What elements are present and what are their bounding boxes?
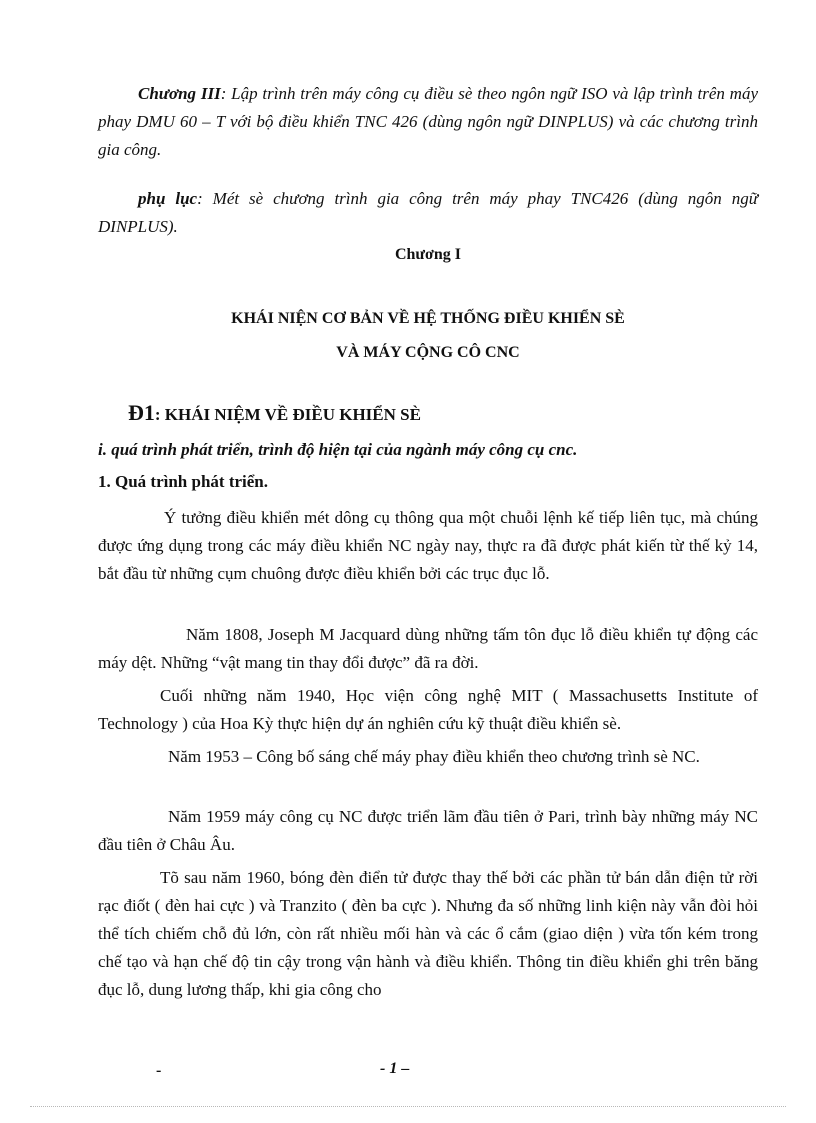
paragraph-5-block: [98, 803, 758, 859]
chapter-title-block: [98, 302, 758, 370]
body-paragraph: Năm 1959 máy công cụ NC được triển lãm đầu tiên ở Pari, trình bày những máy NC đầu tiên ở Châu Âu.: [98, 807, 758, 854]
chapter3-text: : Lập trình trên máy công cụ điều sè theo ngôn ngữ ISO và lập trình trên máy phay DMU 60 – T với bộ điều khiển TNC 426 (dùng ngôn ngữ DINPLUS) và các chương trình gia công.: [98, 84, 759, 159]
body-paragraph: Cuối những năm 1940, Học viện công nghệ MIT ( Massachusetts Institute of Technology ) của Hoa Kỳ thực hiện dự án nghiên cứu kỹ thuật điều khiển sè.: [98, 686, 758, 733]
appendix-summary: [98, 185, 758, 241]
body-paragraph: Ý tưởng điều khiển mét dông cụ thông qua một chuỗi lệnh kế tiếp liên tục, mà chúng được ứng dụng trong các máy điều khiển NC ngày nay, thực ra đã được phát kiến từ thế kỷ 14, bắt đầu từ những cụm chuông được điều khiển bởi các trục đục lỗ.: [98, 508, 758, 583]
paragraph-1-block: [98, 504, 758, 588]
appendix-paragraph: [98, 185, 758, 241]
paragraph-4-block: [98, 743, 758, 771]
subsection-i-title: i. quá trình phát triển, trình độ hiện tại của ngành máy công cụ cnc.: [98, 440, 578, 459]
chapter3-summary: [98, 80, 758, 164]
chapter-label-block: [98, 244, 758, 266]
page-number: - 1 –: [380, 1060, 410, 1077]
section-heading: [128, 398, 758, 430]
section-prefix: Đ1: [128, 400, 155, 425]
appendix-label: phụ lục: [138, 189, 198, 208]
bottom-divider: [30, 1106, 786, 1107]
body-paragraph: Năm 1808, Joseph M Jacquard dùng những tấm tôn đục lỗ điều khiển tự động các máy dệt. Những “vật mang tin thay đổi được” đã ra đời.: [98, 625, 758, 672]
section-title: [128, 398, 758, 430]
appendix-text: : Mét sè chương trình gia công trên máy phay TNC426 (dùng ngôn ngữ DINPLUS).: [98, 189, 758, 236]
chapter-title-line1: KHÁI NIỆN CƠ BẢN VỀ HỆ THỐNG ĐIỀU KHIỂN SÈ: [231, 310, 625, 327]
paragraph-3-block: [98, 682, 758, 738]
chapter3-paragraph: [98, 80, 758, 164]
body-paragraph: Tõ sau năm 1960, bóng đèn điển tử được thay thế bởi các phần tử bán dẫn điện tử rời rạc điốt ( đèn hai cực ) và Tranzito ( đèn ba cực ). Nhưng đa số những linh kiện này vẫn đòi hỏi thể tích chiếm chỗ đủ lớn, còn rất nhiều mối hàn và các ổ cắm (giao diện ) vừa tốn kém trong chế tạo và hạn chế độ tin cậy trong vận hành và điều khiển. Thông tin điều khiển ghi trên băng đục lỗ, dung lương thấp, khi gia công cho: [98, 868, 758, 999]
chapter-label: Chương I: [394, 246, 462, 263]
chapter-title-line2: VÀ MÁY CỘNG CÔ CNC: [336, 344, 520, 361]
subsection-1: [98, 468, 758, 496]
subsection-1-title: 1. Quá trình phát triển.: [98, 472, 269, 491]
paragraph-6-block: [98, 864, 758, 1004]
subsection-i: [98, 436, 758, 464]
footer-dash: -: [156, 1062, 162, 1079]
body-paragraph: Năm 1953 – Công bố sáng chế máy phay điều khiển theo chương trình sè NC.: [168, 747, 700, 766]
paragraph-2-block: [98, 621, 758, 677]
section-title-text: : KHÁI NIỆM VỀ ĐIỀU KHIỂN SÈ: [154, 405, 421, 424]
chapter3-label: Chương III: [138, 84, 221, 103]
